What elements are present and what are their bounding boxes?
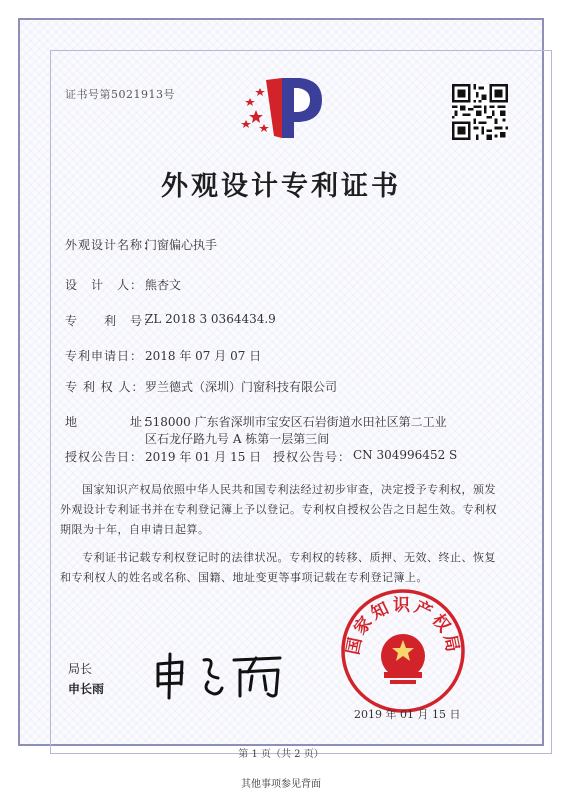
certificate-inner-border (50, 50, 552, 754)
address-value-line2: 区石龙仔路九号 A 栋第一层第三间 (145, 432, 330, 446)
director-name: 申长雨 (68, 682, 105, 696)
official-seal-icon (338, 586, 468, 716)
grant-number-label: 授权公告号： (273, 450, 352, 464)
patentee-value: 罗兰德式（深圳）门窗科技有限公司 (145, 380, 338, 394)
patent-number-label: 专 利 号： (65, 314, 157, 328)
qr-code-icon (452, 84, 508, 140)
address-value-line1: 518000 广东省深圳市宝安区石岩街道水田社区第二工业 (145, 415, 447, 429)
certificate-title: 外观设计专利证书 (161, 171, 401, 202)
design-name-value: 门窗偏心执手 (145, 238, 218, 252)
certificate-number: 证书号第5021913号 (65, 88, 175, 101)
application-date-value: 2018 年 07 月 07 日 (145, 349, 262, 363)
address-label: 地 址： (65, 415, 157, 429)
cnipa-logo-icon (238, 70, 330, 142)
director-title: 局长 (68, 662, 93, 676)
seal-date: 2019 年 01 月 15 日 (354, 708, 461, 721)
svg-text:国家知识产权局: 国家知识产权局 (343, 595, 463, 657)
footer-note: 其他事项参见背面 (241, 779, 321, 790)
grant-number-value: CN 304996452 S (353, 448, 458, 462)
patentee-label: 专 利 权 人： (65, 380, 145, 394)
application-date-label: 专利申请日： (65, 349, 144, 363)
designer-value: 熊杏文 (145, 278, 182, 292)
page-number: 第 1 页（共 2 页） (238, 749, 324, 760)
design-name-label: 外观设计名称： (65, 238, 157, 252)
legal-status-statement: 专利证书记载专利权登记时的法律状况。专利权的转移、质押、无效、终止、恢复和专利权人的姓名或名称、国籍、地址变更等事项记载在专利登记簿上。 (60, 551, 496, 584)
grant-date-label: 授权公告日： (65, 450, 144, 464)
director-signature (148, 650, 298, 702)
grant-date-value: 2019 年 01 月 15 日 (145, 450, 262, 464)
grant-statement: 国家知识产权局依照中华人民共和国专利法经过初步审查，决定授予专利权，颁发外观设计专利证书并在专利登记簿上予以登记。专利权自授权公告之日起生效。专利权期限为十年，自申请日起算。 (60, 483, 497, 536)
patent-number-value: ZL 2018 3 0364434.9 (145, 312, 276, 326)
designer-label: 设 计 人： (65, 278, 144, 292)
